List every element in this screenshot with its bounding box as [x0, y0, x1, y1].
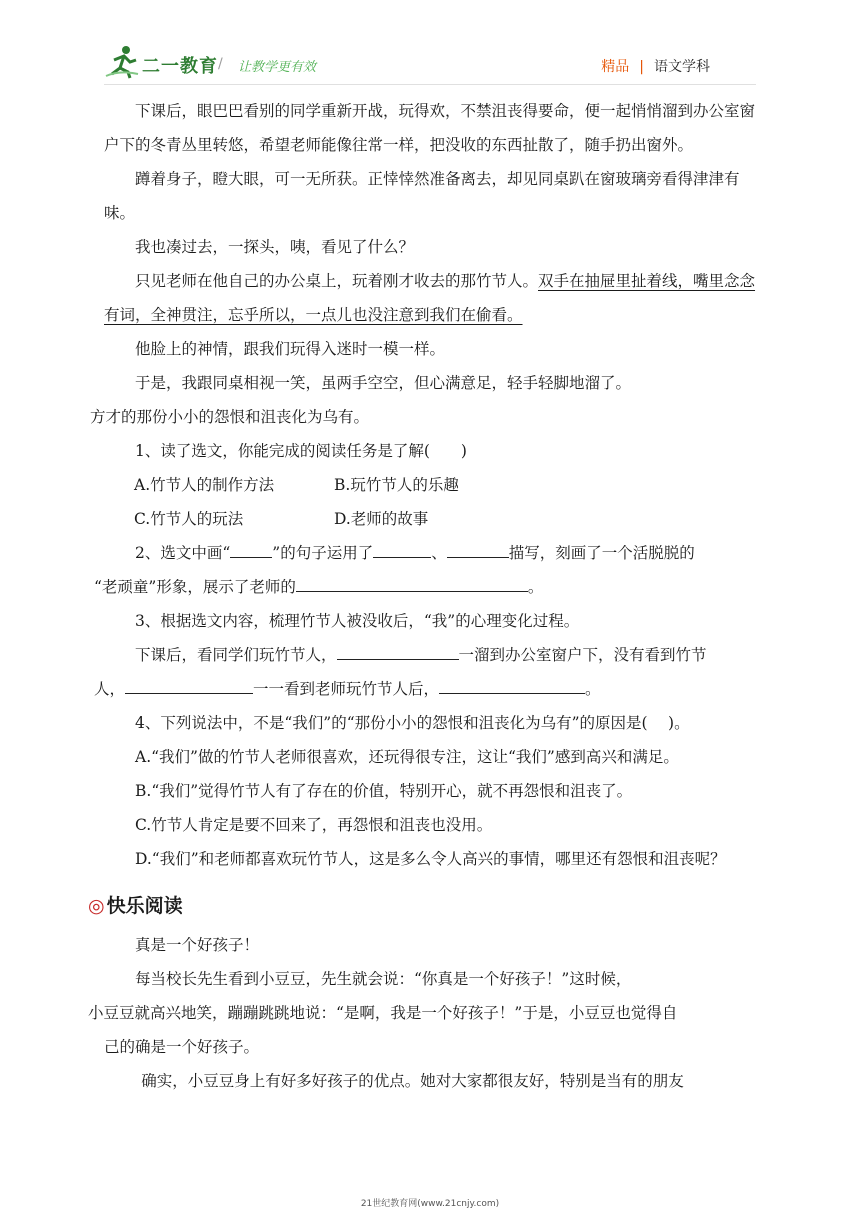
story-paragraph: 确实，小豆豆身上有好多好孩子的优点。她对大家都很友好，特别是当有的朋友: [141, 1072, 684, 1090]
question-4-option-c: C.竹节人肯定是要不回来了，再怨恨和沮丧也没用。: [135, 816, 493, 834]
question-4-option-b: B.“我们”觉得竹节人有了存在的价值，特别开心，就不再怨恨和沮丧了。: [135, 782, 633, 800]
passage-paragraph: 他脸上的神情，跟我们玩得入迷时一模一样。: [135, 340, 446, 358]
option-b: B.玩竹节人的乐趣: [334, 476, 459, 494]
question-text: 。: [585, 680, 601, 698]
answer-blank[interactable]: [230, 539, 272, 558]
passage-paragraph: 我也凑过去，一探头，咦，看见了什么？: [135, 238, 415, 256]
passage-paragraph: 蹲着身子，瞪大眼，可一无所获。正悻悻然准备离去，却见同桌趴在窗玻璃旁看得津津有味。: [104, 170, 740, 222]
question-3-line: [94, 672, 764, 706]
question-1: 1、读了选文，你能完成的阅读任务是了解( ): [135, 442, 467, 460]
story-paragraph: 真是一个好孩子！: [135, 936, 260, 954]
header-separator: |: [639, 59, 644, 75]
header-right: [601, 56, 710, 76]
question-4: 4、下列说法中，不是“我们”的“那份小小的怨恨和沮丧化为乌有”的原因是( )。: [135, 714, 690, 732]
passage-paragraph: 方才的那份小小的怨恨和沮丧化为乌有。: [90, 408, 370, 426]
question-text: 一一看到老师玩竹节人后，: [253, 680, 440, 698]
question-text: 、: [431, 544, 447, 562]
answer-blank[interactable]: [373, 539, 431, 558]
quality-label: 精品: [601, 59, 630, 75]
passage-text: 只见老师在他自己的办公桌上，玩着刚才收去的那竹节人。: [135, 272, 539, 290]
question-text: 一溜到办公室窗户下，没有看到竹节: [458, 646, 707, 664]
passage-paragraph: [104, 264, 764, 332]
runner-logo-icon: [104, 44, 142, 80]
page-content: [88, 94, 764, 1098]
question-1-options-row: [104, 502, 764, 536]
slogan: 让教学更有效: [238, 60, 317, 75]
question-2-line-2: [94, 570, 764, 604]
answer-blank[interactable]: [447, 539, 509, 558]
question-3-line: [104, 638, 764, 672]
question-text: ”的句子运用了: [272, 544, 374, 562]
subject-label: 语文学科: [654, 59, 710, 75]
passage-paragraph: 于是，我跟同桌相视一笑，虽两手空空，但心满意足，轻手轻脚地溜了。: [135, 374, 632, 392]
question-text: 人，: [94, 680, 126, 698]
option-a: A.竹节人的制作方法: [134, 476, 275, 494]
header-divider: [104, 84, 756, 85]
question-3: 3、根据选文内容，梳理竹节人被没收后，“我”的心理变化过程。: [135, 612, 580, 630]
page-header: [0, 0, 860, 90]
passage-paragraph: 下课后，眼巴巴看别的同学重新开战，玩得欢，不禁沮丧得要命，便一起悄悄溜到办公室窗户下的冬青丛里转悠，希望老师能像往常一样，把没收的东西扯散了，随手扔出窗外。: [104, 102, 756, 154]
slogan-separator: /: [218, 56, 223, 72]
question-4-option-a: A.“我们”做的竹节人老师很喜欢，还玩得很专注，这让“我们”感到高兴和满足。: [135, 748, 679, 766]
underlined-sentence: 双手在抽屉里扯着线，嘴里念念有词，全神贯注，忘乎所以，一点儿也没注意到我们在偷看。: [104, 272, 756, 324]
story-paragraph: 小豆豆就高兴地笑，蹦蹦跳跳地说：“是啊，我是一个好孩子！”于是，小豆豆也觉得自: [88, 1004, 678, 1022]
target-bullet-icon: ◎: [88, 895, 105, 917]
answer-blank[interactable]: [296, 573, 528, 592]
question-2: [104, 536, 764, 570]
answer-blank[interactable]: [337, 641, 459, 660]
answer-blank[interactable]: [439, 675, 585, 694]
section-title-text: 快乐阅读: [106, 895, 183, 917]
question-text: “老顽童”形象，展示了老师的: [94, 578, 296, 596]
question-1-options-row: [104, 468, 764, 502]
section-heading: [88, 886, 764, 926]
question-4-option-d: D.“我们”和老师都喜欢玩竹节人，这是多么令人高兴的事情，哪里还有怨恨和沮丧呢？: [135, 850, 726, 868]
logo-text: 二一教育: [142, 56, 218, 77]
story-paragraph: 每当校长先生看到小豆豆，先生就会说：“你真是一个好孩子！”这时候，: [135, 970, 632, 988]
question-text: 描写，刻画了一个活脱脱的: [508, 544, 695, 562]
option-c: C.竹节人的玩法: [134, 510, 244, 528]
question-text: 下课后，看同学们玩竹节人，: [135, 646, 337, 664]
story-paragraph: 己的确是一个好孩子。: [104, 1038, 260, 1056]
question-text: 。: [527, 578, 544, 596]
page-footer: 21世纪教育网(www.21cnjy.com): [360, 1199, 500, 1209]
answer-blank[interactable]: [125, 675, 253, 694]
question-text: 2、选文中画“: [135, 544, 231, 562]
option-d: D.老师的故事: [334, 510, 429, 528]
